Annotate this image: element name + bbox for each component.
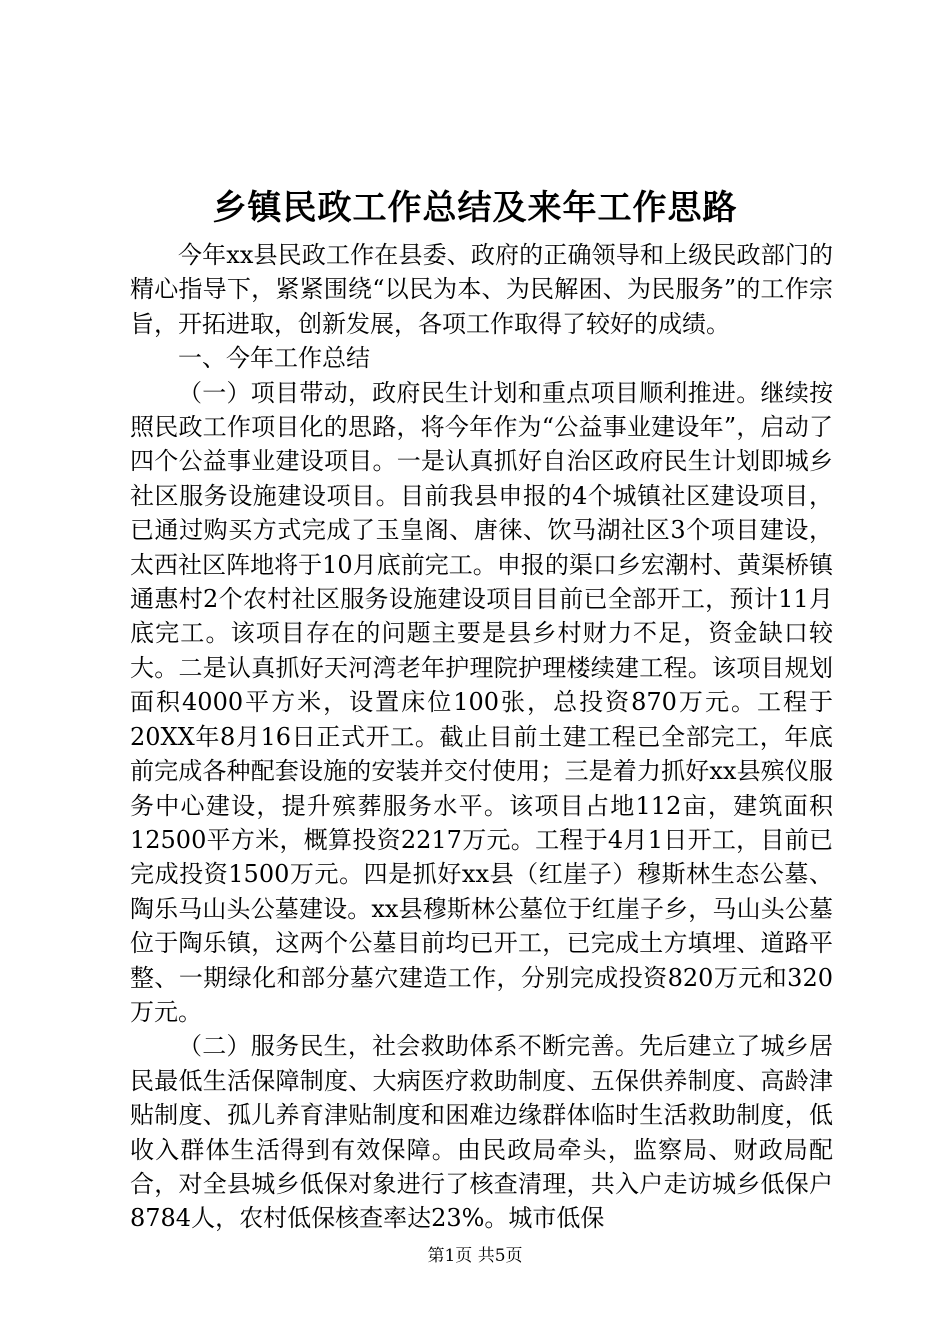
paragraph-social-assistance: （二）服务民生，社会救助体系不断完善。先后建立了城乡居民最低生活保障制度、大病医疗救助制度、五保供养制度、高龄津贴制度、孤儿养育津贴制度和困难边缘群体临时生活救助制度，低收入群体生活得到有效保障。由民政局牵头，监察局、财政局配合，对全县城乡低保对象进行了核查清理，共入户走访城乡低保户8784人，农村低保核查率达23%。城市低保 (130, 1032, 833, 1233)
page-number-footer: 第1页 共5页 (427, 1246, 523, 1266)
section-heading-summary: 一、今年工作总结 (178, 344, 370, 373)
paragraph-projects: （一）项目带动，政府民生计划和重点项目顺利推进。继续按照民政工作项目化的思路，将今年作为“公益事业建设年”，启动了四个公益事业建设项目。一是认真抓好自治区政府民生计划即城乡社区服务设施建设项目。目前我县申报的4个城镇社区建设项目，已通过购买方式完成了玉皇阁、唐徕、饮马湖社区3个项目建设，太西社区阵地将于10月底前完工。申报的渠口乡宏潮村、黄渠桥镇通惠村2个农村社区服务设施建设项目目前已全部开工，预计11月底完工。该项目存在的问题主要是县乡村财力不足，资金缺口较大。二是认真抓好天河湾老年护理院护理楼续建工程。该项目规划面积4000平方米，设置床位100张，总投资870万元。工程于20XX年8月16日正式开工。截止目前土建工程已全部完工，年底前完成各种配套设施的安装并交付使用；三是着力抓好xx县殡仪服务中心建设，提升殡葬服务水平。该项目占地112亩，建筑面积12500平方米，概算投资2217万元。工程于4月1日开工，目前已完成投资1500万元。四是抓好xx县（红崖子）穆斯林生态公墓、陶乐马山头公墓建设。xx县穆斯林公墓位于红崖子乡，马山头公墓位于陶乐镇，这两个公墓目前均已开工，已完成土方填埋、道路平整、一期绿化和部分墓穴建造工作，分别完成投资820万元和320万元。 (130, 378, 833, 1026)
document-body (130, 238, 833, 1236)
document-title: 乡镇民政工作总结及来年工作思路 (212, 188, 738, 228)
paragraph-intro: 今年xx县民政工作在县委、政府的正确领导和上级民政部门的精心指导下，紧紧围绕“以民为本、为民解困、为民服务”的工作宗旨，开拓进取，创新发展，各项工作取得了较好的成绩。 (130, 241, 833, 338)
